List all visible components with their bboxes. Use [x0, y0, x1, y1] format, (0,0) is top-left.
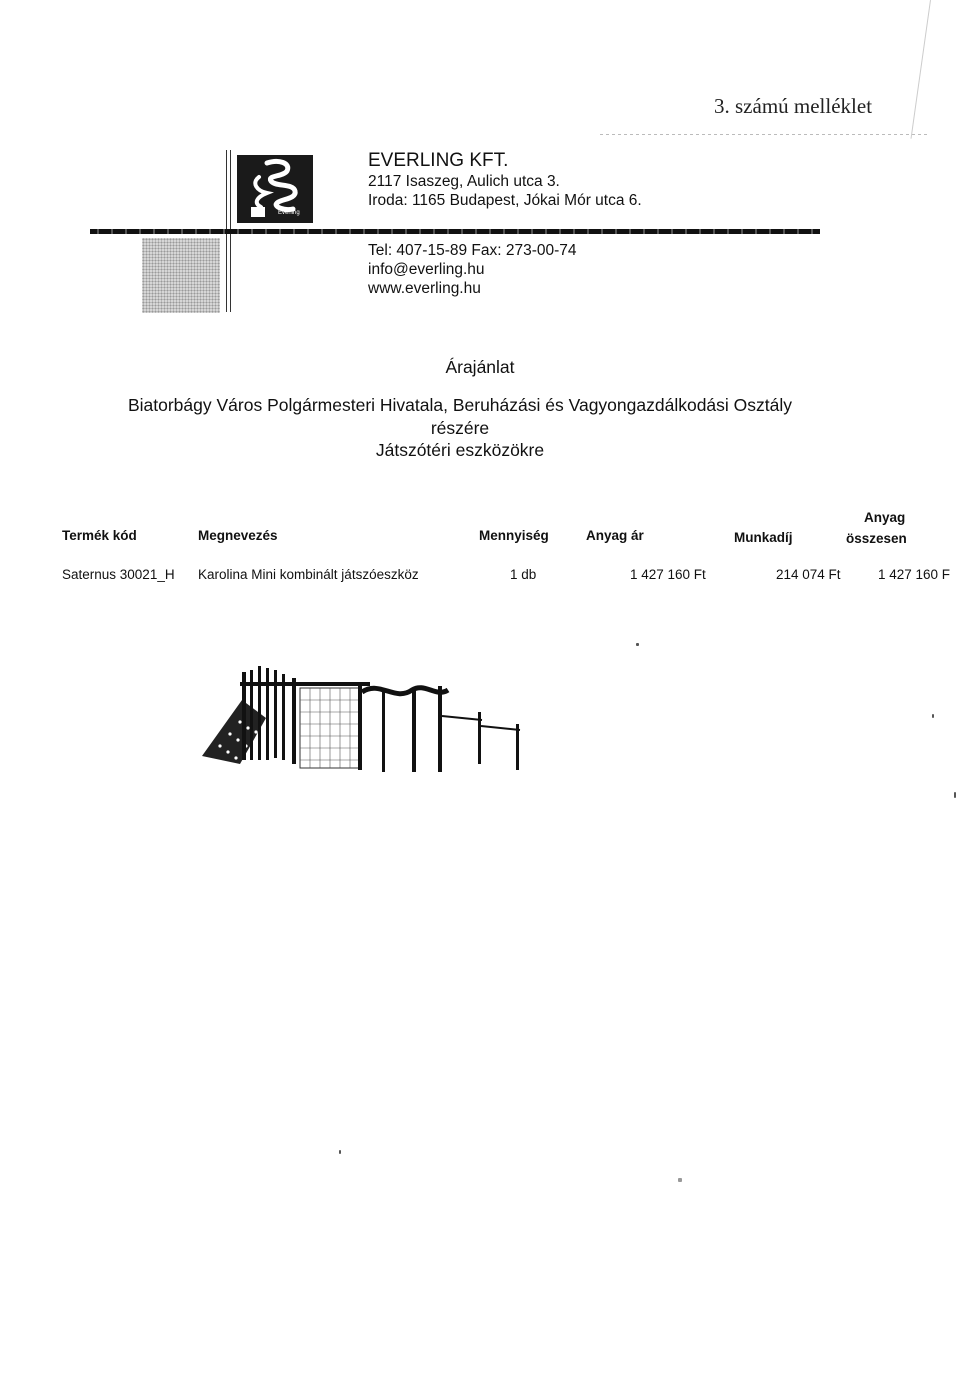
logo-wordmark: Everling: [278, 210, 300, 216]
scan-speck: [954, 792, 956, 798]
phone-fax: Tel: 407-15-89 Fax: 273-00-74: [368, 242, 577, 259]
annex-underline: [600, 134, 930, 135]
company-address: 2117 Isaszeg, Aulich utca 3.: [368, 173, 560, 190]
offer-title: Árajánlat: [445, 357, 515, 377]
email: info@everling.hu: [368, 261, 485, 278]
letterhead-pattern: [142, 238, 220, 313]
annex-label: 3. számú melléklet: [714, 94, 873, 118]
header-name: Megnevezés: [198, 528, 278, 543]
row-code: Saternus 30021_H: [62, 567, 175, 582]
header-material-total-line2: összesen: [846, 531, 907, 546]
scan-speck: [339, 1150, 341, 1154]
letterhead-bar: [90, 229, 820, 234]
company-name: EVERLING KFT.: [368, 150, 509, 171]
company-logo: [237, 155, 313, 223]
row-quantity: 1 db: [510, 567, 537, 582]
header-material-total-line1: Anyag: [864, 510, 906, 525]
scan-speck: [678, 1178, 682, 1182]
offer-subject: Játszótéri eszközökre: [375, 440, 545, 460]
offer-recipient: Biatorbágy Város Polgármesteri Hivatala, Beruházási és Vagyongazdálkodási Osztály: [127, 395, 793, 415]
row-labor: 214 074 Ft: [776, 567, 841, 582]
header-quantity: Mennyiség: [479, 528, 549, 543]
row-material-price: 1 427 160 Ft: [630, 567, 706, 582]
scan-speck: [932, 714, 934, 718]
header-labor: Munkadíj: [734, 530, 793, 545]
margin-mark: [911, 0, 931, 139]
row-name: Karolina Mini kombinált játszóeszköz: [198, 567, 419, 582]
row-material-total: 1 427 160 F: [878, 567, 951, 582]
contact-block: [368, 241, 577, 298]
offer-recipient-suffix: részére: [430, 418, 490, 438]
website: www.everling.hu: [368, 280, 481, 297]
header-code: Termék kód: [62, 528, 137, 543]
scan-speck: [636, 643, 639, 646]
company-block: [368, 150, 642, 210]
playground-equipment-illustration: [200, 660, 530, 775]
company-office: Iroda: 1165 Budapest, Jókai Mór utca 6.: [368, 192, 642, 209]
tree-logo-icon: [237, 155, 313, 223]
header-material-price: Anyag ár: [586, 528, 644, 543]
